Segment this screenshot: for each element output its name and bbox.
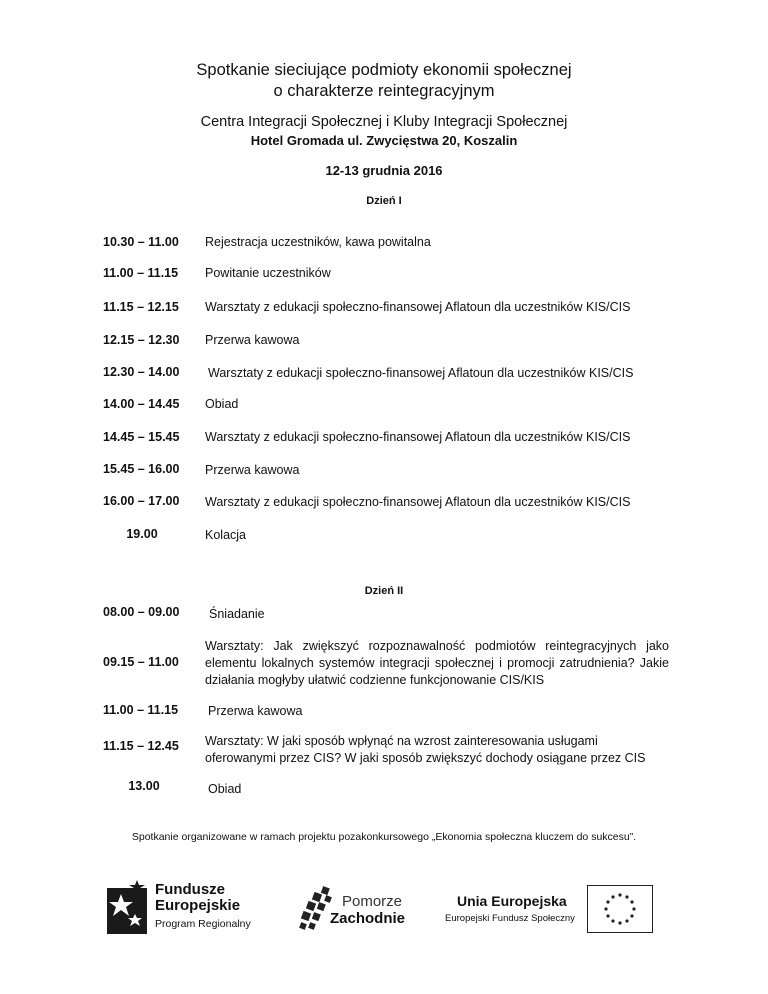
day1-desc: Warsztaty z edukacji społeczno-finansowej Aflatoun dla uczestników KIS/CIS xyxy=(208,366,634,380)
page-subtitle: Centra Integracji Społecznej i Kluby Integracji Społecznej xyxy=(200,114,568,130)
day1-time: 12.30 – 14.00 xyxy=(103,365,180,379)
day1-time: 14.00 – 14.45 xyxy=(103,397,180,411)
fe-line2: Europejskie xyxy=(155,897,241,914)
day1-desc: Przerwa kawowa xyxy=(205,333,300,347)
day2-time: 09.15 – 11.00 xyxy=(103,655,179,669)
day1-time: 19.00 xyxy=(126,527,158,541)
day2-time: 11.15 – 12.45 xyxy=(103,739,179,753)
day2-desc: Obiad xyxy=(208,782,242,796)
fe-line1: Fundusze xyxy=(155,881,225,898)
fundusze-europejskie-logo xyxy=(107,880,267,940)
day2-heading: Dzień II xyxy=(364,585,404,597)
venue: Hotel Gromada ul. Zwycięstwa 20, Koszalin xyxy=(250,133,518,148)
day2-desc: Przerwa kawowa xyxy=(208,704,303,718)
day1-desc: Warsztaty z edukacji społeczno-finansowej Aflatoun dla uczestników KIS/CIS xyxy=(205,430,631,444)
page-title-line1: Spotkanie sieciujące podmioty ekonomii społecznej xyxy=(196,61,572,79)
pz-line1: Pomorze xyxy=(342,893,403,910)
footer-note: Spotkanie organizowane w ramach projektu pozakonkursowego „Ekonomia społeczna kluczem do sukcesu”. xyxy=(131,831,637,843)
day1-time: 15.45 – 16.00 xyxy=(103,462,180,476)
ue-line2: Europejski Fundusz Społeczny xyxy=(445,913,575,924)
day1-desc: Rejestracja uczestników, kawa powitalna xyxy=(205,235,431,249)
day1-time: 11.00 – 11.15 xyxy=(103,266,179,280)
ue-line1: Unia Europejska xyxy=(457,893,567,909)
pomorze-zachodnie-logo xyxy=(298,885,428,935)
pz-line2: Zachodnie xyxy=(330,910,406,927)
fe-emblem-icon xyxy=(107,880,151,936)
day2-time: 08.00 – 09.00 xyxy=(103,605,180,619)
day1-time: 16.00 – 17.00 xyxy=(103,494,180,508)
day2-desc-line2: oferowanymi przez CIS? W jaki sposób zwiększyć dochody osiągane przez CIS xyxy=(205,751,646,765)
day1-desc: Kolacja xyxy=(205,528,246,542)
day2-desc: Śniadanie xyxy=(209,607,265,621)
event-date: 12-13 grudnia 2016 xyxy=(325,163,443,178)
unia-europejska-text xyxy=(445,893,585,933)
day1-time: 14.45 – 15.45 xyxy=(103,430,180,444)
day1-time: 12.15 – 12.30 xyxy=(103,333,180,347)
day2-time: 11.00 – 11.15 xyxy=(103,703,179,717)
day2-desc-line1: Warsztaty: W jaki sposób wpłynąć na wzrost zainteresowania usługami xyxy=(205,734,598,748)
page-title-line2: o charakterze reintegracyjnym xyxy=(273,82,495,100)
day1-desc: Powitanie uczestników xyxy=(205,266,331,280)
day2-desc: Warsztaty: Jak zwiększyć rozpoznawalność podmiotów reintegracyjnych jako elementu lokalnych systemów integracji społecznej i promocji zatrudnienia? Jakie działania mogłyby ułatwić codzienne funkcjonowanie CIS/KIS xyxy=(205,639,669,687)
day2-time: 13.00 xyxy=(128,779,160,793)
day1-desc: Obiad xyxy=(205,397,239,411)
day1-desc: Warsztaty z edukacji społeczno-finansowej Aflatoun dla uczestników KIS/CIS xyxy=(205,300,631,314)
day1-desc: Przerwa kawowa xyxy=(205,463,300,477)
eu-flag xyxy=(587,885,653,933)
day1-time: 10.30 – 11.00 xyxy=(103,235,179,249)
fe-line3: Program Regionalny xyxy=(155,918,251,930)
day1-desc: Warsztaty z edukacji społeczno-finansowej Aflatoun dla uczestników KIS/CIS xyxy=(205,495,631,509)
eu-stars-icon xyxy=(588,886,652,932)
day1-heading: Dzień I xyxy=(366,195,402,207)
day1-time: 11.15 – 12.15 xyxy=(103,300,179,314)
